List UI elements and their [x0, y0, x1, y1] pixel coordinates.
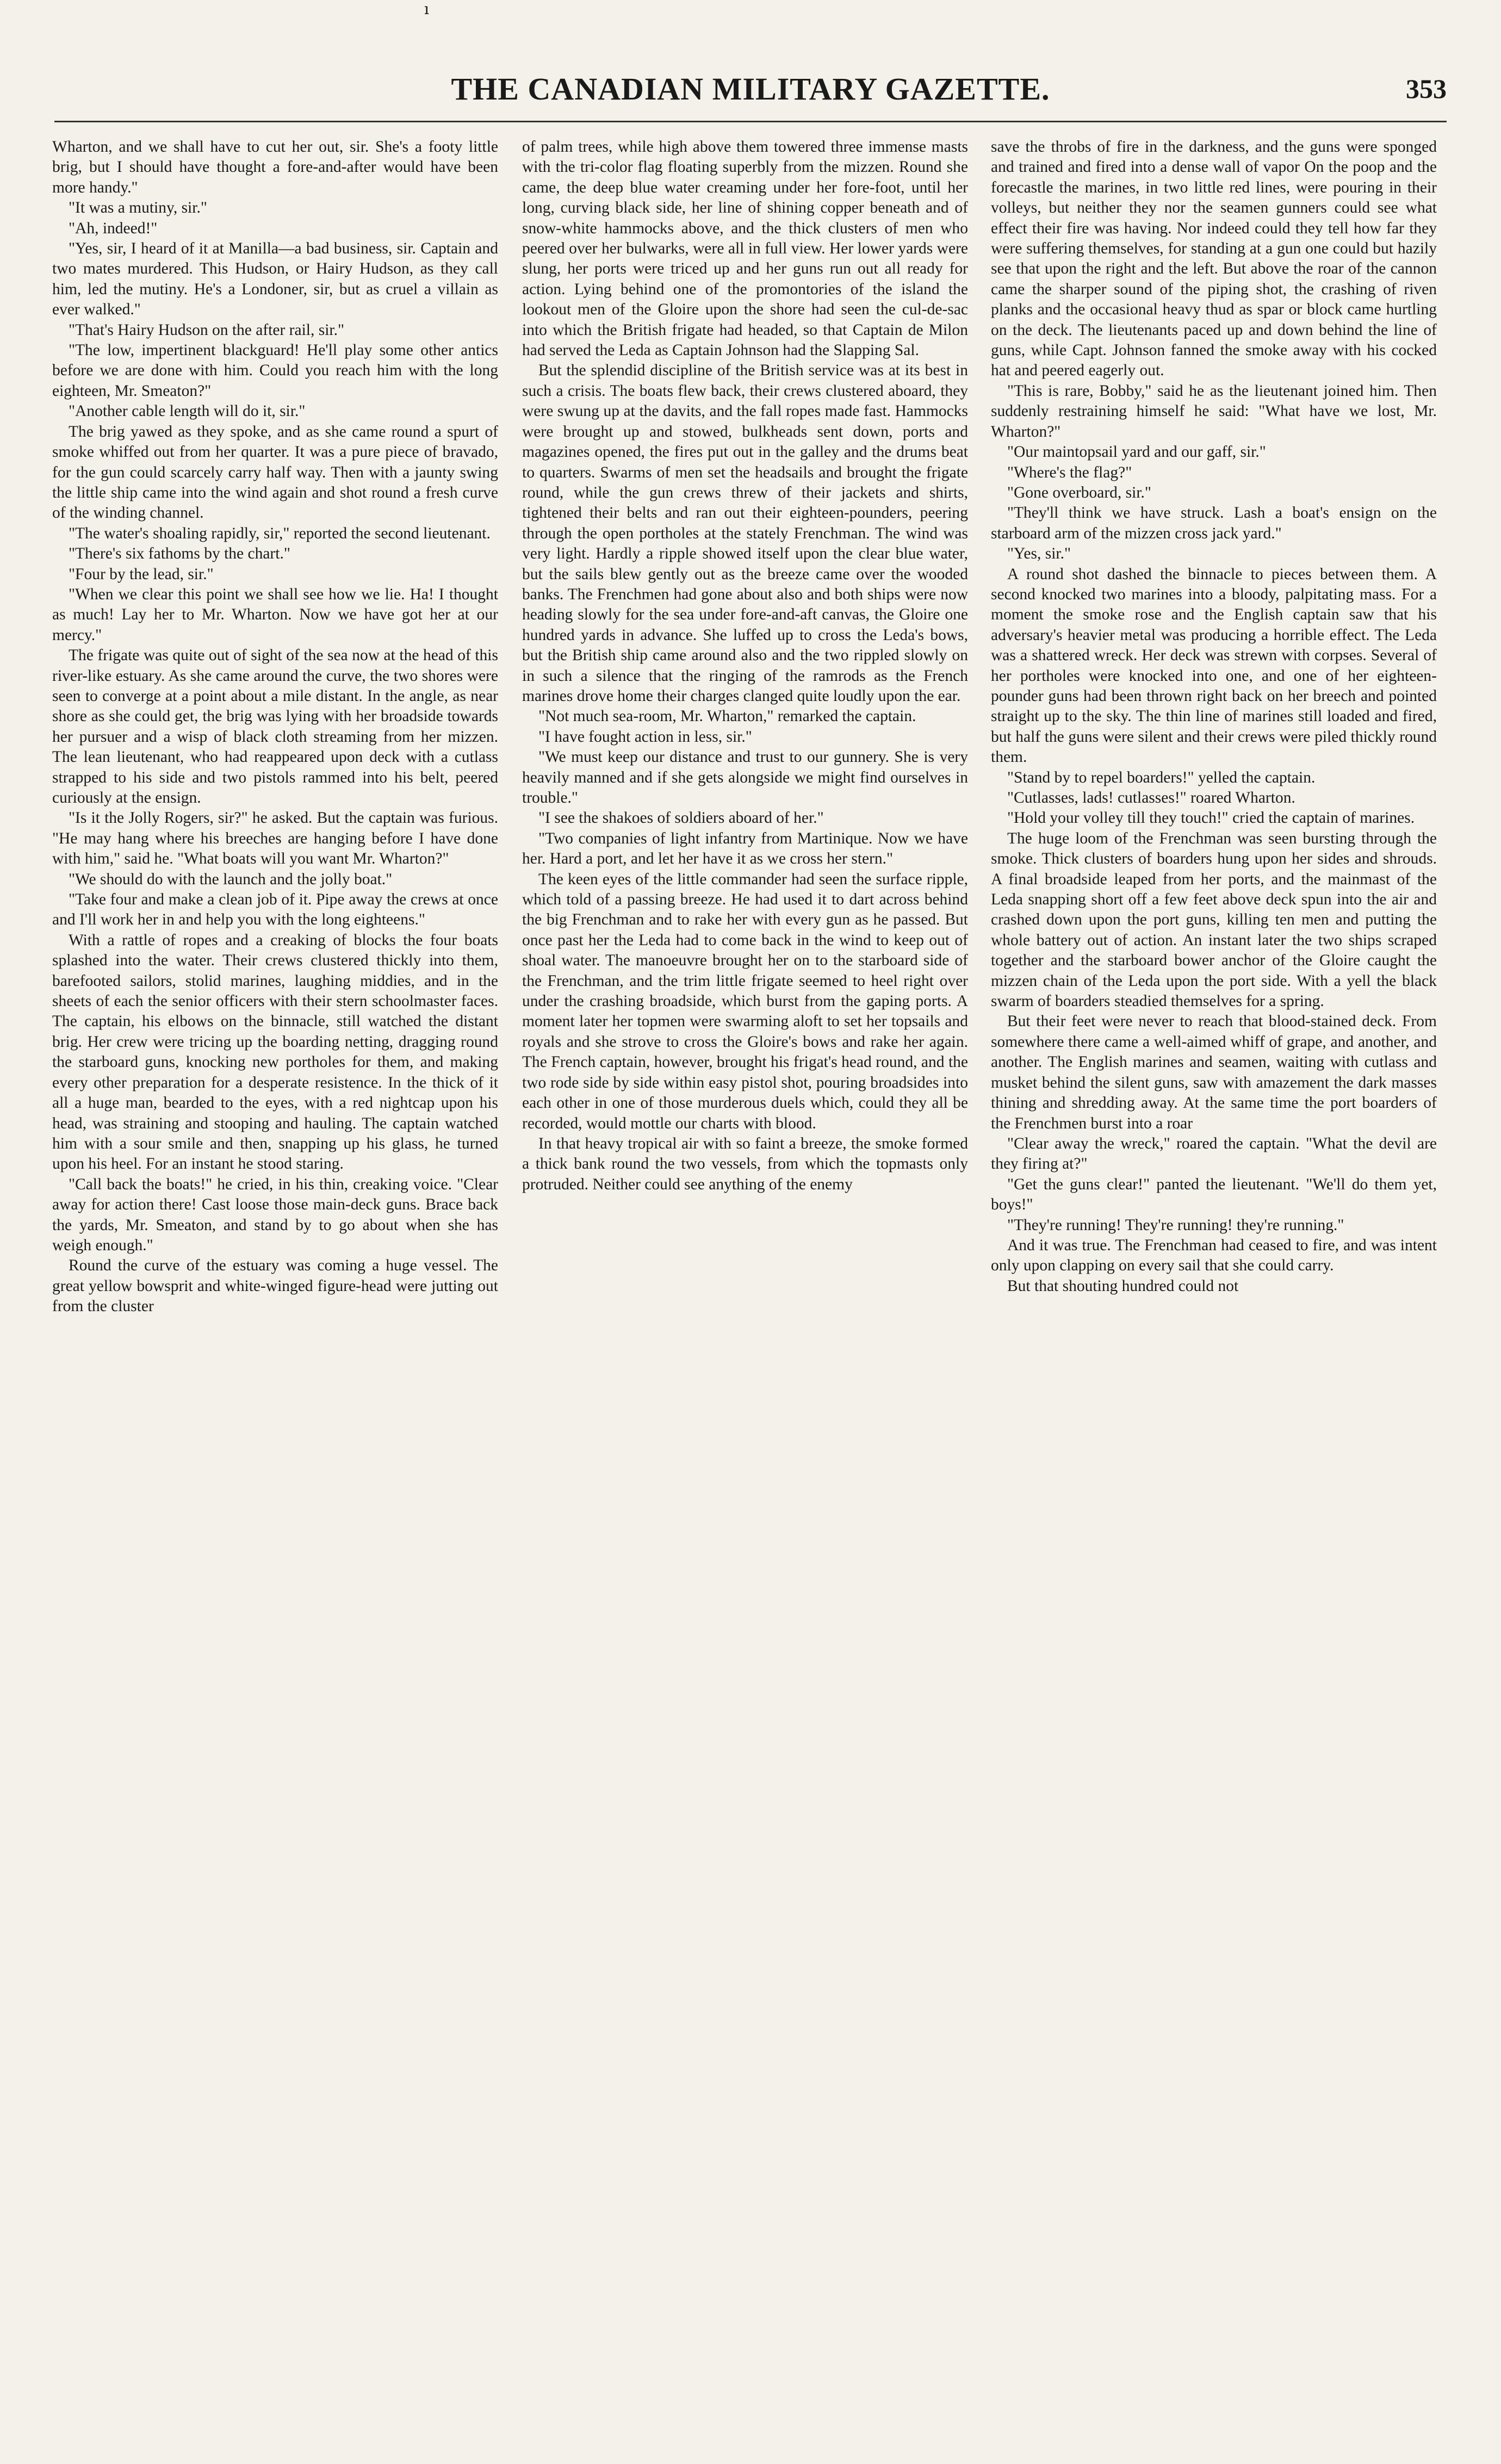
paragraph: The frigate was quite out of sight of the sea now at the head of this river-like estuary. As she came around the curve, the two shores were seen to converge at a point about a mile distant. In the angle, as near shore as she could get, the brig was lying with her broadside towards her pursuer and a wisp of black cloth streaming from her mizzen. The lean lieutenant, who had reappeared upon deck with a cutlass strapped to his side and two pistols rammed into his belt, peered curiously at the ensign.: [52, 647, 498, 806]
paragraph: "The low, impertinent blackguard! He'll play some other antics before we are done with him. Could you reach him with the long eighteen, Mr. Smeaton?": [52, 342, 498, 400]
paragraph: "I see the shakoes of soldiers aboard of her.": [538, 809, 824, 827]
header-rule: [54, 121, 1447, 122]
paragraph: "The water's shoaling rapidly, sir," reported the second lieutenant.: [69, 524, 491, 542]
paragraph: "Clear away the wreck," roared the captain. "What the devil are they firing at?": [991, 1134, 1437, 1173]
paragraph: "It was a mutiny, sir.": [69, 199, 207, 217]
paragraph: "They'll think we have struck. Lash a boat's ensign on the starboard arm of the mizzen cross jack yard.": [991, 504, 1437, 542]
paragraph: Wharton, and we shall have to cut her out, sir. She's a footy little brig, but I should have thought a fore-and-after would have been more handy.": [52, 138, 498, 196]
paragraph: "Take four and make a clean job of it. Pipe away the crews at once and I'll work her in and help you with the long eighteens.": [52, 891, 498, 929]
paragraph: "Where's the flag?": [1007, 463, 1132, 481]
paragraph: And it was true. The Frenchman had ceased to fire, and was intent only upon clapping on every sail that she could carry.: [991, 1236, 1437, 1275]
paragraph: "Gone overboard, sir.": [1007, 483, 1151, 501]
paragraph: "We must keep our distance and trust to our gunnery. She is very heavily manned and if she gets alongside we might find ourselves in trouble.": [522, 748, 968, 806]
page-number: 353: [1406, 73, 1447, 104]
paragraph: "Our maintopsail yard and our gaff, sir.": [1007, 443, 1266, 461]
paragraph: "Another cable length will do it, sir.": [69, 402, 306, 420]
article-column-2: [522, 137, 968, 2437]
paragraph: A round shot dashed the binnacle to pieces between them. A second knocked two marines into a bloody, palpitating mass. For a moment the smoke rose and the English captain saw that his adversary's heavier metal was producing a horrible effect. The Leda was a shattered wreck. Her deck was strewn with corpses. Several of her portholes were knocked into one, and one of her eighteen-pounder guns had been thrown right back on her breech and pointed straight up to the sky. The thin line of marines still loaded and fired, but half the guns were silent and their crews were piled thickly round them.: [991, 565, 1437, 766]
paragraph: "Two companies of light infantry from Martinique. Now we have her. Hard a port, and let her have it as we cross her stern.": [522, 829, 968, 868]
paragraph: "Is it the Jolly Rogers, sir?" he asked. But the captain was furious. "He may hang where his breeches are hanging before I have done with him," said he. "What boats will you want Mr. Wharton?": [52, 809, 498, 868]
paragraph: "Yes, sir, I heard of it at Manilla—a bad business, sir. Captain and two mates murdered. This Hudson, or Hairy Hudson, as they call him, led the mutiny. He's a Londoner, sir, but as cruel a villain as ever walked.": [52, 240, 498, 319]
paragraph: Round the curve of the estuary was coming a huge vessel. The great yellow bowsprit and white-winged figure-head were jutting out from the cluster: [52, 1257, 498, 1315]
paragraph: The huge loom of the Frenchman was seen bursting through the smoke. Thick clusters of boarders hung upon her sides and shrouds. A final broadside leaped from her ports, and the mainmast of the Leda snapping short off a few feet above deck spun into the air and crashed down upon the port guns, killing ten men and putting the whole battery out of action. An instant later the two ships scraped together and the starboard bower anchor of the Gloire caught the mizzen chain of the Leda upon the port side. With a yell the black swarm of boarders steadied themselves for a spring.: [991, 829, 1437, 1010]
paragraph: "Call back the boats!" he cried, in his thin, creaking voice. "Clear away for action there! Cast loose those main-deck guns. Brace back the yards, Mr. Smeaton, and stand by to go about when she has weigh enough.": [52, 1175, 498, 1254]
paragraph: With a rattle of ropes and a creaking of blocks the four boats splashed into the water. Their crews clustered thickly into them, barefooted sailors, stolid marines, laughing middies, and in the sheets of each the senior officers with their stern schoolmaster faces. The captain, his elbows on the binnacle, still watched the distant brig. Her crew were tricing up the boarding netting, dragging round the starboard guns, knocking new portholes for them, and making every other preparation for a desperate resistence. In the thick of it all a huge man, bearded to the eyes, with a red nightcap upon his head, was straining and stooping and hauling. The captain watched him with a sour smile and then, snapping up his glass, he turned upon his heel. For an instant he stood staring.: [52, 931, 498, 1173]
paragraph: of palm trees, while high above them towered three immense masts with the tri-color flag floating superbly from the mizzen. Round she came, the deep blue water creaming under her fore-foot, until her long, curving black side, her line of shining copper beneath and of snow-white hammocks above, and the thick clusters of men who peered over her bulwarks, were all in full view. Her lower yards were slung, her ports were triced up and her guns run out all ready for action. Lying behind one of the promontories of the island the lookout men of the Gloire upon the shore had seen the cul-de-sac into which the British frigate had headed, so that Captain de Milon had served the Leda as Captain Johnson had the Slapping Sal.: [522, 138, 968, 359]
paragraph: "Ah, indeed!": [69, 219, 158, 237]
article-column-3: [991, 137, 1437, 2437]
paragraph: "Stand by to repel boarders!" yelled the captain.: [1007, 768, 1316, 786]
article-column-1: [52, 137, 498, 2437]
paragraph: "Hold your volley till they touch!" cried the captain of marines.: [1007, 809, 1415, 827]
paragraph: "This is rare, Bobby," said he as the lieutenant joined him. Then suddenly restraining himself he said: "What have we lost, Mr. Wharton?": [991, 382, 1437, 440]
paragraph: save the throbs of fire in the darkness, and the guns were sponged and trained and fired into a dense wall of vapor On the poop and the forecastle the marines, in two little red lines, were pouring in their volleys, but neither they nor the seamen gunners could see what effect their fire was having. Nor indeed could they tell how far they were suffering themselves, for standing at a gun one could but hazily see that upon the right and the left. But above the roar of the cannon came the sharper sound of the piping shot, the crashing of riven planks and the occasional heavy thud as spar or block came hurtling on the deck. The lieutenants paced up and down behind the line of guns, while Capt. Johnson fanned the smoke away with his cocked hat and peered eagerly out.: [991, 138, 1437, 380]
paragraph: "There's six fathoms by the chart.": [69, 545, 290, 563]
paragraph: "We should do with the launch and the jolly boat.": [69, 870, 393, 888]
paragraph: "They're running! They're running! they're running.": [1007, 1216, 1344, 1234]
paragraph: The brig yawed as they spoke, and as she came round a spurt of smoke whiffed out from her quarter. It was a pure piece of bravado, for the gun could scarcely carry half way. Then with a jaunty swing the little ship came into the wind again and shot round a fresh curve of the winding channel.: [52, 423, 498, 522]
paragraph: "I have fought action in less, sir.": [538, 728, 752, 746]
paragraph: "That's Hairy Hudson on the after rail, sir.": [69, 321, 345, 339]
paragraph: In that heavy tropical air with so faint a breeze, the smoke formed a thick bank round the two vessels, from which the topmasts only protruded. Neither could see anything of the enemy: [522, 1134, 968, 1193]
paragraph: But their feet were never to reach that blood-stained deck. From somewhere there came a well-aimed whiff of grape, and another, and another. The English marines and seamen, waiting with cutlass and musket behind the silent guns, saw with amazement the dark masses thining and shredding away. At the same time the port boarders of the Frenchmen burst into a roar: [991, 1013, 1437, 1132]
paragraph: The keen eyes of the little commander had seen the surface ripple, which told of a passing breeze. He had used it to dart across behind the big Frenchman and to rake her with every gun as he passed. But once past her the Leda had to come back in the wind to keep out of shoal water. The manoeuvre brought her on to the starboard side of the Frenchman, and the trim little frigate seemed to heel right over under the crashing broadside, which burst from the gaping ports. A moment later her topmen were swarming aloft to set her topsails and royals and she strove to cross the Gloire's bows and rake her again. The French captain, however, brought his frigat's head round, and the two rode side by side within easy pistol shot, pouring broadsides into each other in one of those murderous duels which, could they all be recorded, would mottle our charts with blood.: [522, 870, 968, 1132]
paragraph: "Yes, sir.": [1007, 545, 1071, 563]
paragraph: "Not much sea-room, Mr. Wharton," remarked the captain.: [538, 707, 916, 725]
corner-mark: ı: [424, 0, 429, 18]
paragraph: But the splendid discipline of the British service was at its best in such a crisis. The boats flew back, their crews clustered aboard, they were swung up at the davits, and the fall ropes made fast. Hammocks were brought up and stowed, bulkheads sent down, ports and magazines opened, the fires put out in the galley and the drums beat to quarters. Swarms of men set the headsails and brought the frigate round, while the gun crews threw of their jackets and shirts, tightened their belts and ran out their eighteen-pounders, peering through the open portholes at the stately Frenchman. The wind was very light. Hardly a ripple showed itself upon the clear blue water, but the sails blew gently out as the breeze came over the wooded banks. The Frenchmen had gone about also and both ships were now heading slowly for the sea under fore-and-aft canvas, the Gloire one hundred yards in advance. She luffed up to cross the Leda's bows, but the British ship came around also and the two rippled slowly on in such a silence that the ringing of the ramrods as the French marines drove home their charges clanged quite loudly upon the ear.: [522, 362, 968, 705]
paragraph: "When we clear this point we shall see how we lie. Ha! I thought as much! Lay her to Mr. Wharton. Now we have got her at our mercy.": [52, 585, 498, 644]
paragraph: But that shouting hundred could not: [1007, 1277, 1239, 1295]
paragraph: "Get the guns clear!" panted the lieutenant. "We'll do them yet, boys!": [991, 1175, 1437, 1214]
page-header: [54, 71, 1447, 114]
publication-title: THE CANADIAN MILITARY GAZETTE.: [451, 71, 1050, 107]
paragraph: "Cutlasses, lads! cutlasses!" roared Wharton.: [1007, 789, 1295, 806]
paragraph: "Four by the lead, sir.": [69, 565, 214, 583]
